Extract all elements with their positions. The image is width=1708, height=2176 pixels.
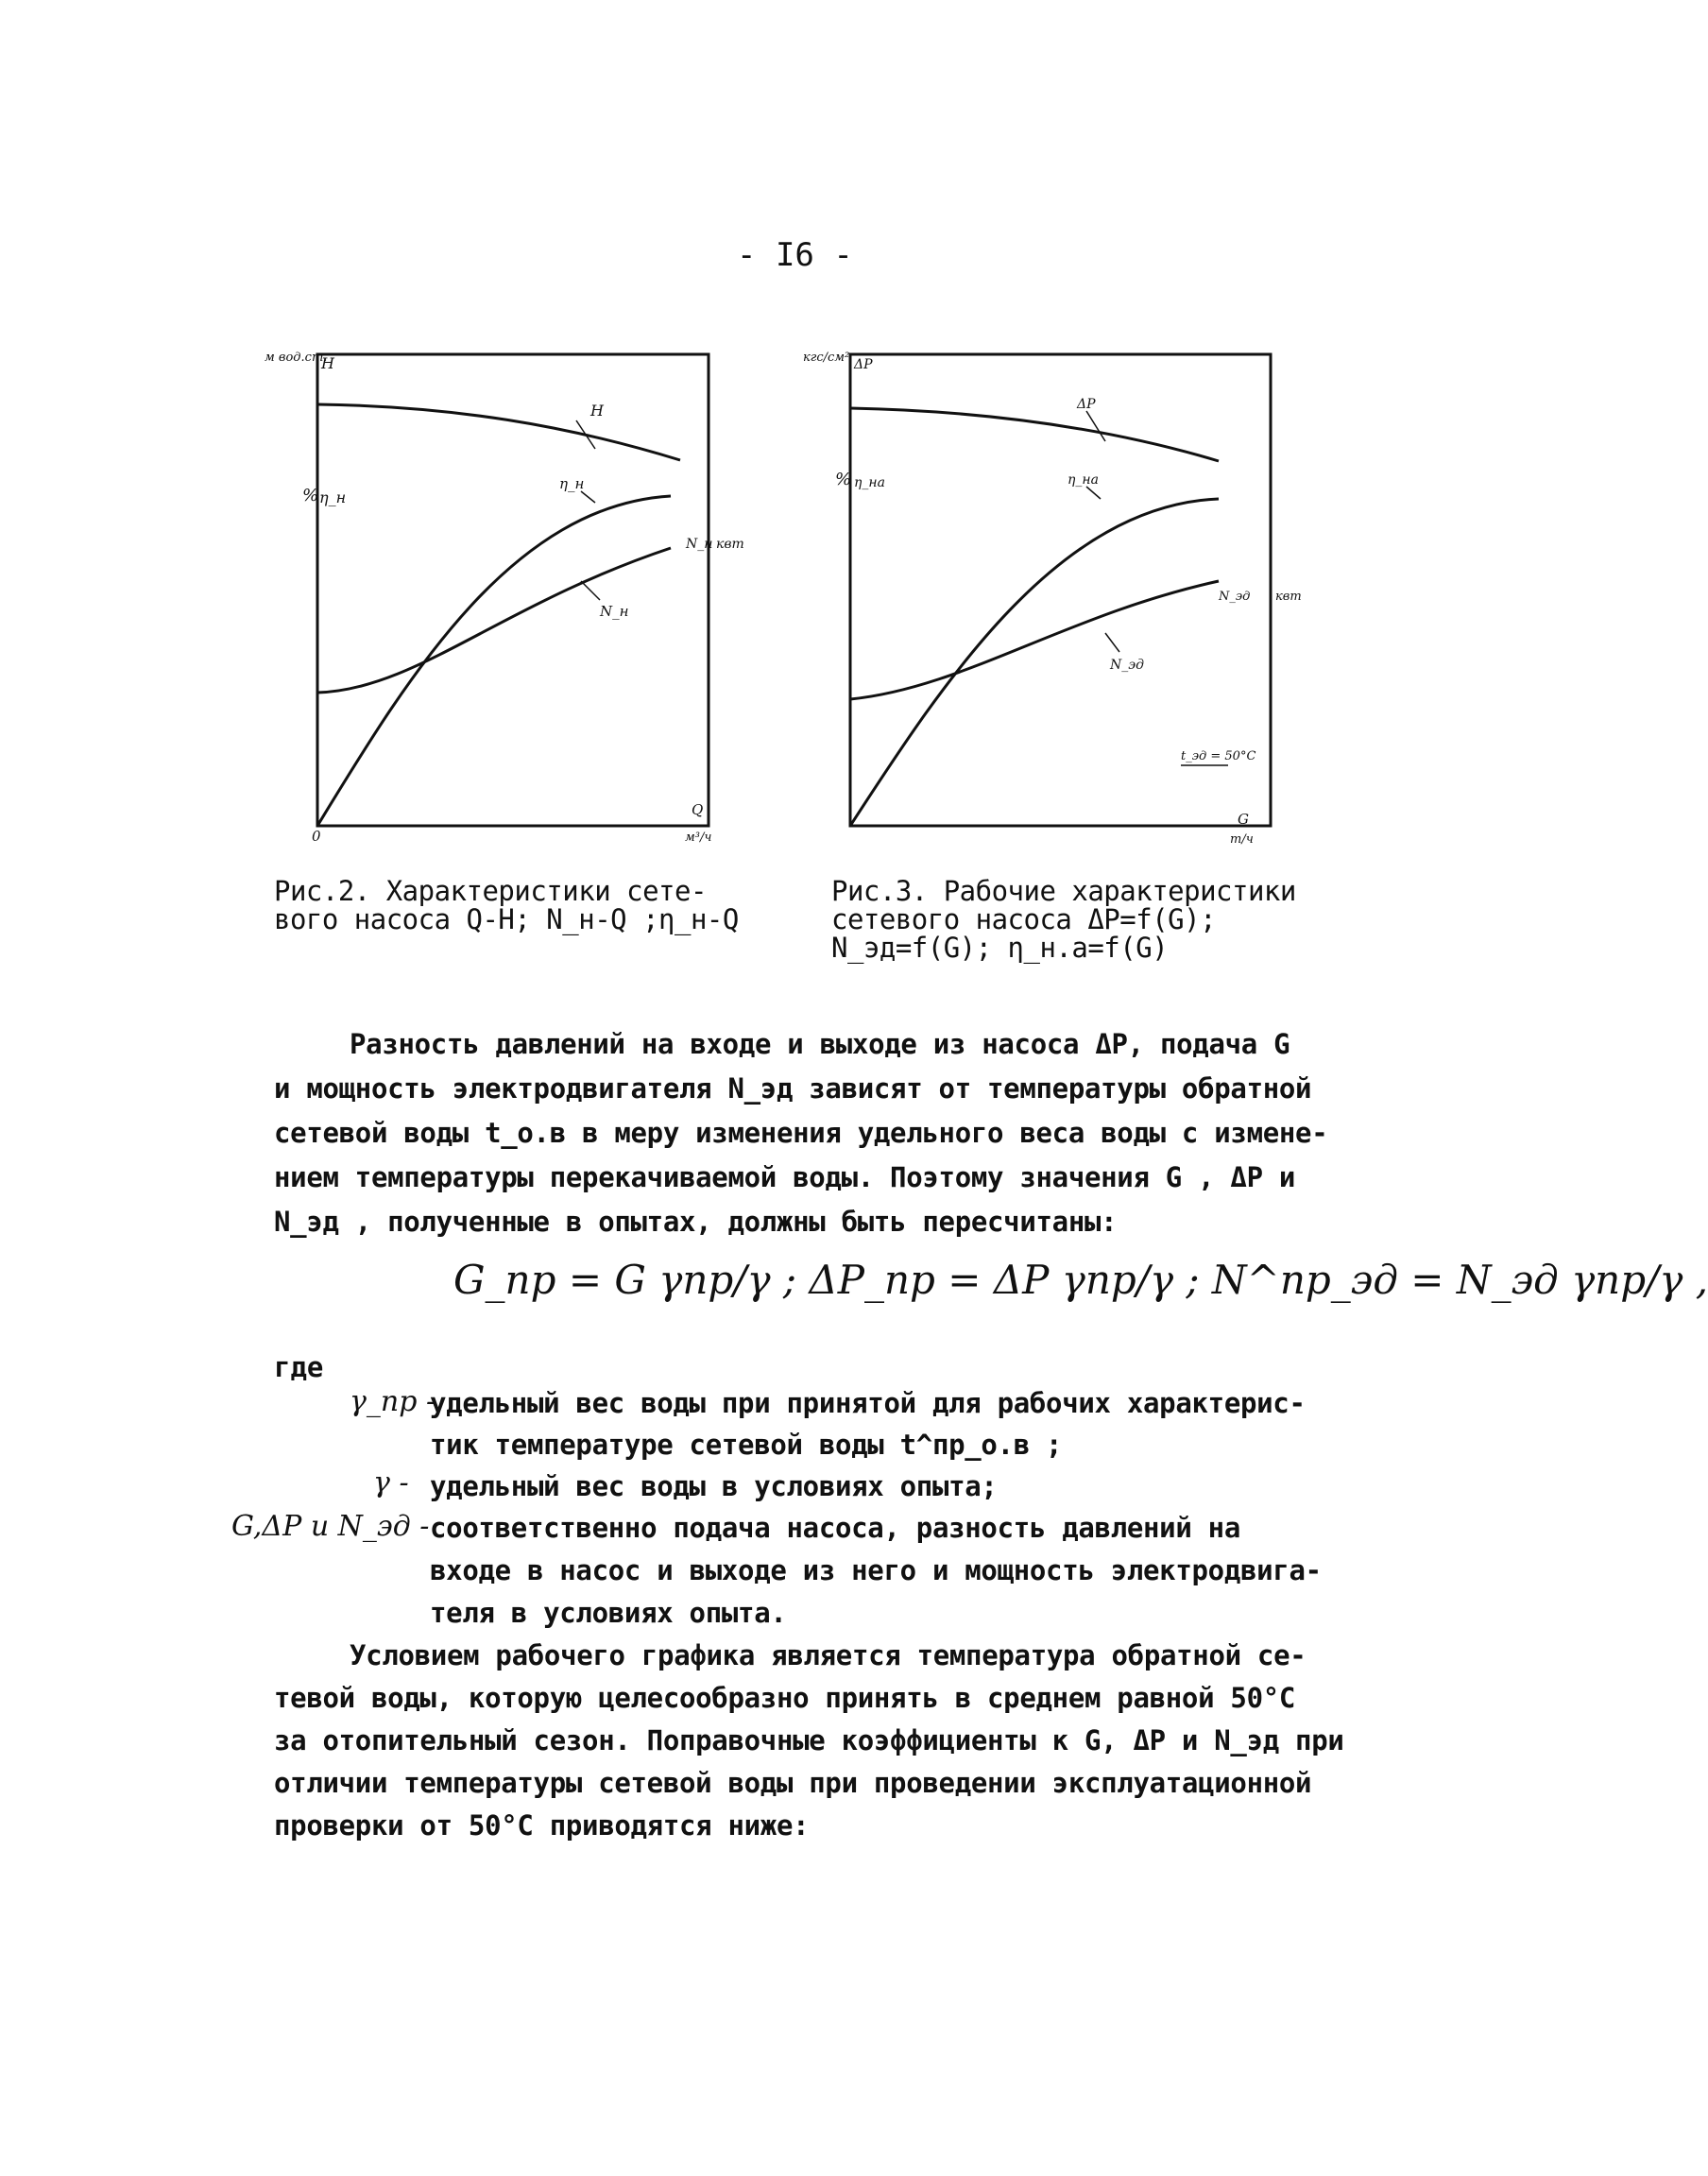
figure-2-percent-unit: % xyxy=(302,486,319,505)
para2-line-1: Условием рабочего графика является температура обратной се- xyxy=(350,1639,1307,1671)
where-label: где xyxy=(274,1351,324,1383)
figure-2-y-unit: м вод.ст. xyxy=(265,351,328,365)
figure-2-origin: 0 xyxy=(312,828,321,845)
para1-line-2: и мощность электродвигателя N_эд зависят от температуры обратной xyxy=(274,1072,1312,1105)
para2-line-2: тевой воды, которую целесообразно принять в среднем равной 50°C xyxy=(274,1682,1296,1714)
figure-2-label-eta: η_н xyxy=(559,475,585,492)
figure-3-eta-axis: η_на xyxy=(854,475,885,490)
para1-line-1: Разность давлений на входе и выходе из насоса ΔP, подача G xyxy=(350,1028,1290,1060)
figure-2-right-symbol: N_н xyxy=(686,537,713,552)
definition-1-symbol: γ_пр - xyxy=(350,1385,436,1418)
figure-3-y-symbol: ΔP xyxy=(854,357,873,372)
figure-3-x-symbol: G xyxy=(1238,811,1249,828)
figure-2-frame xyxy=(317,354,709,826)
definition-2-symbol: γ - xyxy=(373,1466,409,1499)
figure-3-label-eta: η_на xyxy=(1068,472,1099,488)
figure-3-caption-line-1: Рис.3. Рабочие характеристики xyxy=(831,875,1296,907)
para2-line-5: проверки от 50°C приводятся ниже: xyxy=(274,1809,810,1842)
figure-2-curve-N xyxy=(317,548,671,693)
para2-line-3: за отопительный сезон. Поправочные коэффициенты к G, ΔP и N_эд при xyxy=(274,1724,1344,1756)
figure-2-pump-characteristics xyxy=(265,340,756,850)
figure-3-temp-note: t_эд = 50°C xyxy=(1181,749,1256,763)
figure-3-caption-line-2: сетевого насоса ΔP=f(G); xyxy=(831,903,1217,935)
figure-2-x-unit: м³/ч xyxy=(685,831,712,845)
figure-2-x-symbol: Q xyxy=(692,801,704,818)
figure-3-curve-N xyxy=(850,581,1219,699)
para1-line-3: сетевой воды t_о.в в меру изменения удельного веса воды с измене- xyxy=(274,1117,1328,1149)
definition-3-symbol: G,ΔP и N_эд - xyxy=(231,1510,430,1543)
figure-3-y-unit: кгс/см² xyxy=(803,351,850,365)
definition-3-line-2: входе в насос и выходе из него и мощность электродвига- xyxy=(430,1554,1322,1586)
figure-3-percent-unit: % xyxy=(835,470,852,489)
figure-2-curve-eta xyxy=(317,496,671,826)
figure-3-x-unit: т/ч xyxy=(1230,832,1254,847)
recalculation-formula: G_пр = G γпр/γ ; ΔP_пр = ΔP γпр/γ ; N^пр_эд = N_эд γпр/γ , xyxy=(453,1257,1708,1303)
figure-2-caption xyxy=(274,877,739,934)
para1-line-4: нием температуры перекачиваемой воды. Поэтому значения G , ΔP и xyxy=(274,1161,1296,1193)
figure-3-caption-line-3: N_эд=f(G); η_н.а=f(G) xyxy=(831,932,1169,964)
figure-3-caption xyxy=(831,877,1296,962)
figure-3-label-dP: ΔP xyxy=(1077,397,1096,412)
figure-2-caption-line-1: Рис.2. Характеристики сете- xyxy=(274,875,707,907)
figure-2-y-symbol: H xyxy=(321,354,334,372)
page-number: - I6 - xyxy=(737,236,853,274)
figure-2-curve-H xyxy=(317,404,680,460)
definition-1-line-2: тик температуре сетевой воды t^пр_о.в ; xyxy=(430,1429,1063,1461)
figure-3-right-symbol: N_эд xyxy=(1219,590,1251,604)
figure-2-caption-line-2: вого насоса Q-Н; N_н-Q ;η_н-Q xyxy=(274,903,739,935)
figure-2-right-unit: квт xyxy=(716,537,744,552)
figure-3-right-unit: квт xyxy=(1275,590,1302,604)
definition-3-line-3: теля в условиях опыта. xyxy=(430,1597,787,1629)
para1-line-5: N_эд , полученные в опытах, должны быть пересчитаны: xyxy=(274,1206,1118,1238)
figure-3-curve-dP xyxy=(850,408,1219,461)
definition-1-line-1: удельный вес воды при принятой для рабочих характерис- xyxy=(430,1387,1306,1419)
figure-3-operating-characteristics xyxy=(803,340,1313,850)
definition-2-line-1: удельный вес воды в условиях опыта; xyxy=(430,1470,998,1502)
definition-3-line-1: соответственно подача насоса, разность давлений на xyxy=(430,1512,1240,1544)
figure-3-label-N: N_эд xyxy=(1110,658,1144,673)
figure-2-label-H: H xyxy=(590,402,604,420)
figure-3-curve-eta xyxy=(850,499,1219,826)
figure-2-eta-axis: η_н xyxy=(319,488,347,506)
figure-2-label-N: N_н xyxy=(600,603,629,620)
para2-line-4: отличии температуры сетевой воды при проведении эксплуатационной xyxy=(274,1767,1312,1799)
